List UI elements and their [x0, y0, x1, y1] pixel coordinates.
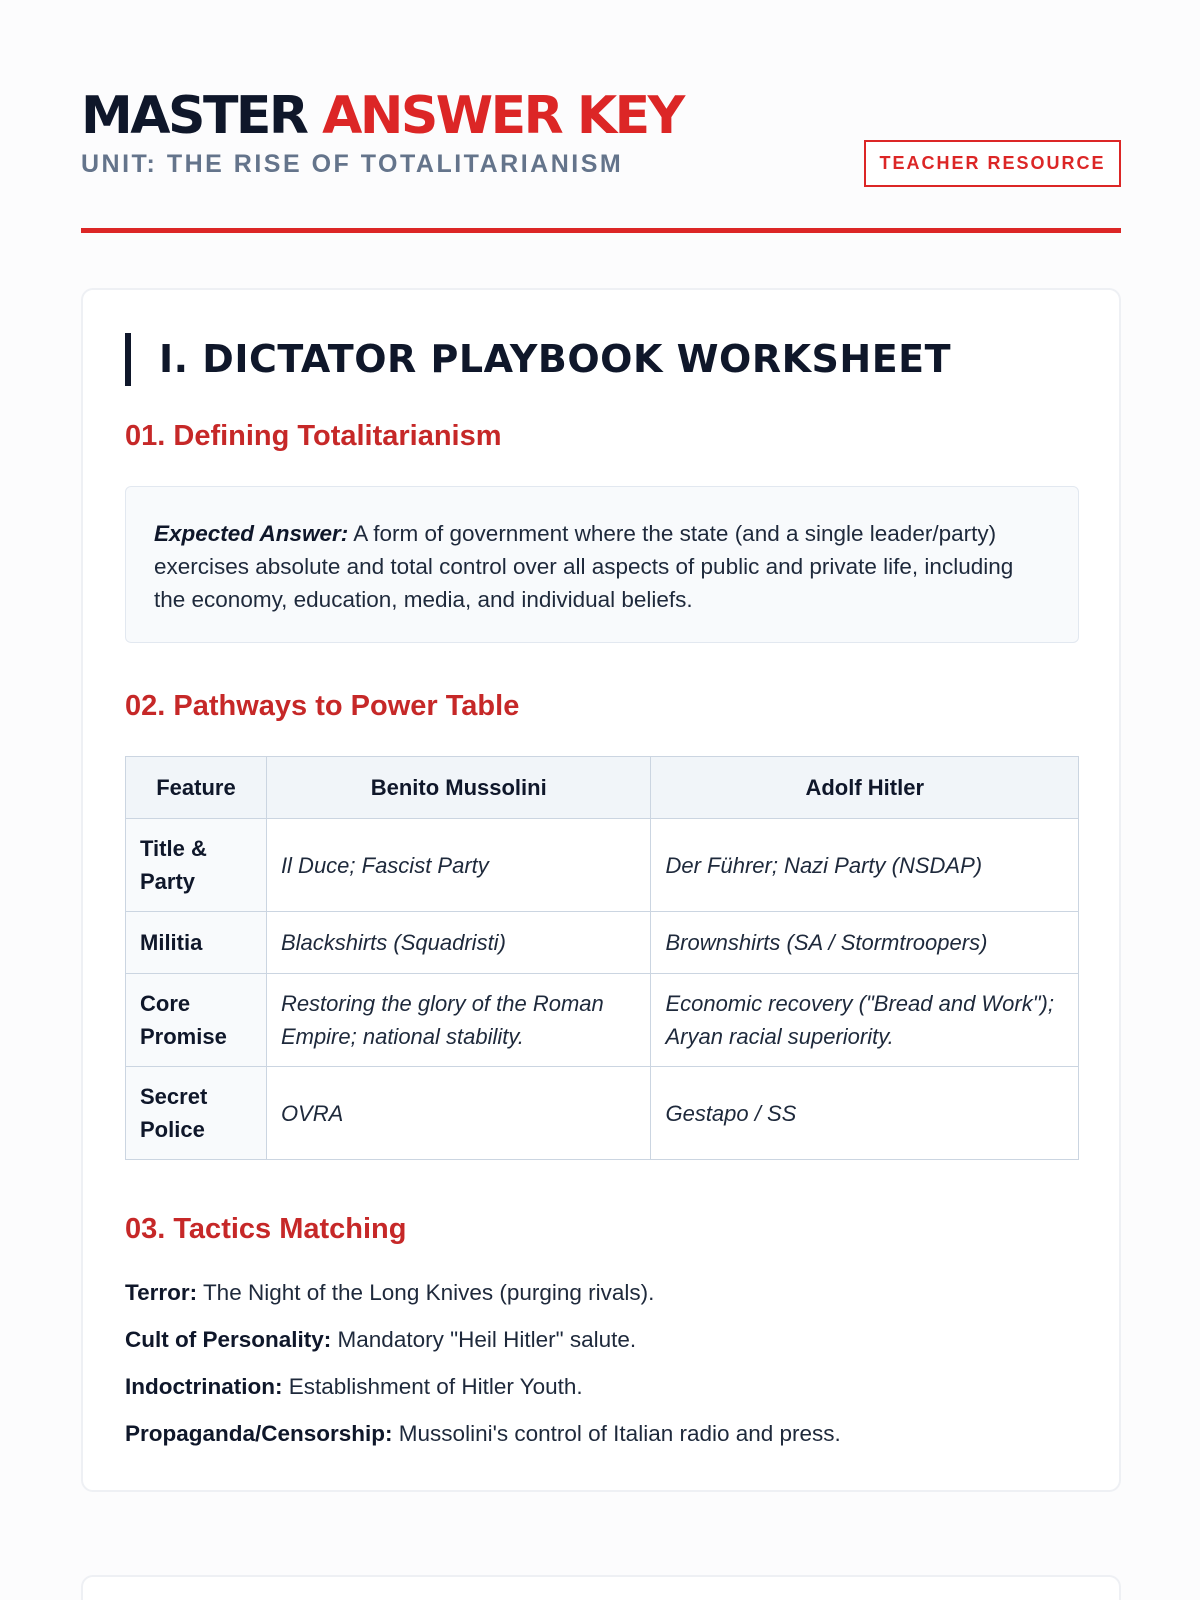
page-header	[81, 0, 1121, 235]
tactic-term: Propaganda/Censorship:	[125, 1421, 393, 1446]
table-row	[126, 912, 1079, 974]
page-title	[81, 86, 683, 146]
teacher-resource-badge: TEACHER RESOURCE	[864, 140, 1121, 187]
feature-cell: Title & Party	[126, 819, 267, 912]
section-title: I. DICTATOR PLAYBOOK WORKSHEET	[125, 333, 951, 386]
feature-cell: Core Promise	[126, 974, 267, 1067]
tactic-term: Terror:	[125, 1280, 198, 1305]
table-row	[126, 974, 1079, 1067]
header-divider	[81, 228, 1121, 233]
question-3-title: 03. Tactics Matching	[125, 1213, 407, 1245]
tactic-item	[125, 1327, 636, 1353]
feature-cell: Secret Police	[126, 1067, 267, 1160]
tactic-term: Indoctrination:	[125, 1374, 283, 1399]
column-header-hitler: Adolf Hitler	[651, 757, 1079, 819]
pathways-table	[125, 756, 1079, 1160]
tactic-item	[125, 1374, 583, 1400]
title-accent: ANSWER KEY	[322, 86, 683, 146]
expected-answer-text: A form of government where the state (and a single leader/party) exercises absolute and total control over all aspects of public and private life, including the economy, education, media, and individual beliefs.	[154, 521, 1014, 612]
feature-cell: Militia	[126, 912, 267, 974]
column-header-feature: Feature	[126, 757, 267, 819]
expected-answer-box	[125, 486, 1079, 643]
hitler-cell: Der Führer; Nazi Party (NSDAP)	[651, 819, 1079, 912]
table-row	[126, 819, 1079, 912]
table-row	[126, 1067, 1079, 1160]
hitler-cell: Brownshirts (SA / Stormtroopers)	[651, 912, 1079, 974]
tactic-item	[125, 1421, 841, 1447]
tactic-term: Cult of Personality:	[125, 1327, 332, 1352]
title-main: MASTER	[81, 86, 323, 146]
question-2-title: 02. Pathways to Power Table	[125, 690, 520, 722]
mussolini-cell: Il Duce; Fascist Party	[266, 819, 651, 912]
worksheet-page	[81, 0, 1121, 1446]
expected-answer-label: Expected Answer:	[154, 521, 349, 546]
tactic-answer: Mussolini's control of Italian radio and press.	[392, 1421, 841, 1446]
mussolini-cell: Blackshirts (Squadristi)	[266, 912, 651, 974]
hitler-cell: Economic recovery ("Bread and Work"); Aryan racial superiority.	[651, 974, 1079, 1067]
worksheet-card	[81, 288, 1121, 1492]
column-header-mussolini: Benito Mussolini	[266, 757, 651, 819]
hitler-cell: Gestapo / SS	[651, 1067, 1079, 1160]
tactic-answer: The Night of the Long Knives (purging rivals).	[197, 1280, 655, 1305]
tactic-item	[125, 1280, 654, 1306]
question-1-title: 01. Defining Totalitarianism	[125, 420, 502, 452]
mussolini-cell: Restoring the glory of the Roman Empire; national stability.	[266, 974, 651, 1067]
tactic-answer: Mandatory "Heil Hitler" salute.	[331, 1327, 637, 1352]
tactic-answer: Establishment of Hitler Youth.	[282, 1374, 583, 1399]
mussolini-cell: OVRA	[266, 1067, 651, 1160]
unit-subtitle: UNIT: THE RISE OF TOTALITARIANISM	[81, 150, 624, 178]
table-header-row	[126, 757, 1079, 819]
next-section-card	[81, 1575, 1121, 1600]
